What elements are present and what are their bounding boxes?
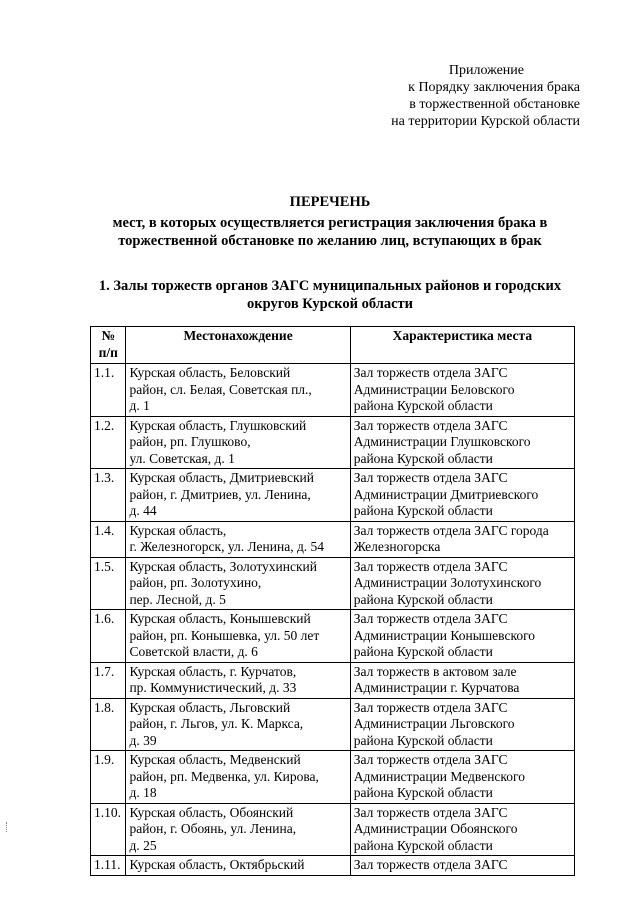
location-line: г. Железногорск, ул. Ленина, д. 54 xyxy=(129,539,325,554)
table-row xyxy=(91,364,575,417)
location-line: Курская область, Льговский xyxy=(129,699,291,715)
location-line: район, рп. Конышевка, ул. 50 лет xyxy=(129,627,320,643)
table-row xyxy=(91,416,575,469)
location-line: Курская область, г. Курчатов, xyxy=(129,663,297,679)
characteristic-line: Зал торжеств отдела ЗАГС xyxy=(353,611,508,626)
location-line: д. 25 xyxy=(129,837,157,853)
characteristic-line: Администрации Льговского xyxy=(353,716,515,731)
appendix-line: в торжественной обстановке xyxy=(409,97,580,112)
characteristic-line: Администрации Золотухинского xyxy=(353,575,542,590)
location-line: район, рп. Медвенка, ул. Кирова, xyxy=(129,768,319,784)
row-characteristic xyxy=(350,698,574,751)
characteristic-line: Зал торжеств отдела ЗАГС xyxy=(353,804,508,820)
characteristic-line: Администрации Беловского xyxy=(353,381,515,397)
row-number: 1.4. xyxy=(91,521,126,557)
row-characteristic xyxy=(350,521,574,557)
location-line: Курская область, Глушковский xyxy=(129,417,307,433)
table-row xyxy=(91,662,575,698)
document-title xyxy=(60,193,600,250)
location-line: Советской власти, д. 6 xyxy=(129,644,258,659)
appendix-line: к Порядку заключения брака xyxy=(408,80,580,95)
title-line: торжественной обстановке по желанию лиц, вступающих в брак xyxy=(118,233,542,249)
section-line: 1. Залы торжеств органов ЗАГС муниципальных районов и городских xyxy=(98,278,562,294)
header-num xyxy=(91,327,126,364)
location-line: Курская область, xyxy=(129,522,227,538)
location-line: Курская область, Беловский xyxy=(129,365,291,380)
characteristic-line: района Курской области xyxy=(353,732,493,748)
location-line: пер. Лесной, д. 5 xyxy=(129,591,226,607)
location-line: д. 18 xyxy=(129,785,157,800)
location-line: д. 1 xyxy=(129,398,150,413)
table-row xyxy=(91,469,575,522)
characteristic-line: Зал торжеств отдела ЗАГС xyxy=(353,417,508,433)
characteristic-line: Администрации г. Курчатова xyxy=(353,680,520,695)
characteristic-line: района Курской области xyxy=(353,837,493,853)
row-location xyxy=(126,364,350,417)
location-line: район, г. Обоянь, ул. Ленина, xyxy=(129,821,297,836)
scan-mark xyxy=(6,822,9,832)
row-number: 1.10. xyxy=(91,803,126,856)
characteristic-line: Администрации Обоянского xyxy=(353,821,518,836)
characteristic-line: Железногорска xyxy=(353,539,441,554)
table-row xyxy=(91,698,575,751)
row-number: 1.6. xyxy=(91,610,126,663)
row-characteristic xyxy=(350,364,574,417)
characteristic-line: Зал торжеств отдела ЗАГС xyxy=(353,558,508,574)
location-line: район, рп. Золотухино, xyxy=(129,575,262,590)
location-line: район, г. Дмитриев, ул. Ленина, xyxy=(129,486,311,502)
characteristic-line: Администрации Конышевского xyxy=(353,627,536,643)
characteristic-line: района Курской области xyxy=(353,644,493,659)
table-header-row xyxy=(91,327,575,364)
row-location xyxy=(126,416,350,469)
table-row xyxy=(91,557,575,610)
characteristic-line: Зал торжеств отдела ЗАГС xyxy=(353,699,508,715)
location-line: Курская область, Золотухинский xyxy=(129,558,317,574)
title-line: мест, в которых осуществляется регистрация заключения брака в xyxy=(112,215,548,231)
row-location xyxy=(126,610,350,663)
row-location xyxy=(126,698,350,751)
header-characteristic: Характеристика места xyxy=(350,327,574,364)
characteristic-line: района Курской области xyxy=(353,398,493,413)
row-number: 1.7. xyxy=(91,662,126,698)
row-number: 1.9. xyxy=(91,751,126,804)
row-location xyxy=(126,469,350,522)
row-number: 1.2. xyxy=(91,416,126,469)
row-location xyxy=(126,803,350,856)
table-row xyxy=(91,610,575,663)
section-line: округов Курской области xyxy=(246,296,414,312)
characteristic-line: района Курской области xyxy=(353,591,493,607)
location-line: д. 39 xyxy=(129,732,157,748)
characteristic-line: района Курской области xyxy=(353,785,493,800)
header-num-line2: п/п xyxy=(98,344,118,360)
appendix-line: на территории Курской области xyxy=(391,114,580,129)
row-characteristic xyxy=(350,416,574,469)
table-body xyxy=(91,364,575,876)
location-line: ул. Советская, д. 1 xyxy=(129,450,235,466)
table-row xyxy=(91,521,575,557)
header-location: Местонахождение xyxy=(126,327,350,364)
characteristic-line: района Курской области xyxy=(353,450,493,466)
row-location xyxy=(126,521,350,557)
row-location xyxy=(126,557,350,610)
characteristic-line: Зал торжеств отдела ЗАГС xyxy=(353,470,508,485)
location-line: Курская область, Медвенский xyxy=(129,752,301,767)
location-line: Курская область, Дмитриевский xyxy=(129,470,314,485)
characteristic-line: Администрации Глушковского xyxy=(353,434,531,449)
location-line: Курская область, Обоянский xyxy=(129,804,294,820)
row-location xyxy=(126,856,350,876)
characteristic-line: Зал торжеств в актовом зале xyxy=(353,663,517,679)
location-line: район, рп. Глушково, xyxy=(129,434,251,449)
characteristic-line: Зал торжеств отдела ЗАГС города xyxy=(353,522,549,538)
header-num-line1: № xyxy=(101,328,116,343)
appendix-line: Приложение xyxy=(448,63,524,78)
location-line: Курская область, Конышевский xyxy=(129,611,311,626)
title-heading: ПЕРЕЧЕНЬ xyxy=(289,194,371,210)
location-line: район, сл. Белая, Советская пл., xyxy=(129,381,312,397)
row-characteristic xyxy=(350,469,574,522)
characteristic-line: Зал торжеств отдела ЗАГС xyxy=(353,365,508,380)
row-characteristic xyxy=(350,662,574,698)
section-heading xyxy=(70,277,590,313)
characteristic-line: Администрации Медвенского xyxy=(353,768,525,784)
row-characteristic xyxy=(350,557,574,610)
location-line: Курская область, Октябрьский xyxy=(129,857,305,872)
places-table xyxy=(90,326,575,876)
table-row xyxy=(91,751,575,804)
row-number: 1.8. xyxy=(91,698,126,751)
location-line: д. 44 xyxy=(129,503,157,518)
row-characteristic xyxy=(350,610,574,663)
location-line: пр. Коммунистический, д. 33 xyxy=(129,680,297,695)
row-number: 1.5. xyxy=(91,557,126,610)
characteristic-line: Администрации Дмитриевского xyxy=(353,486,539,502)
appendix-block xyxy=(320,62,580,130)
row-location xyxy=(126,751,350,804)
row-number: 1.11. xyxy=(91,856,126,876)
characteristic-line: Зал торжеств отдела ЗАГС xyxy=(353,857,508,872)
table-row xyxy=(91,856,575,876)
characteristic-line: района Курской области xyxy=(353,503,493,518)
location-line: район, г. Льгов, ул. К. Маркса, xyxy=(129,716,304,731)
row-characteristic xyxy=(350,751,574,804)
characteristic-line: Зал торжеств отдела ЗАГС xyxy=(353,752,508,767)
table-row xyxy=(91,803,575,856)
row-characteristic xyxy=(350,803,574,856)
row-number: 1.1. xyxy=(91,364,126,417)
row-number: 1.3. xyxy=(91,469,126,522)
row-characteristic xyxy=(350,856,574,876)
row-location xyxy=(126,662,350,698)
